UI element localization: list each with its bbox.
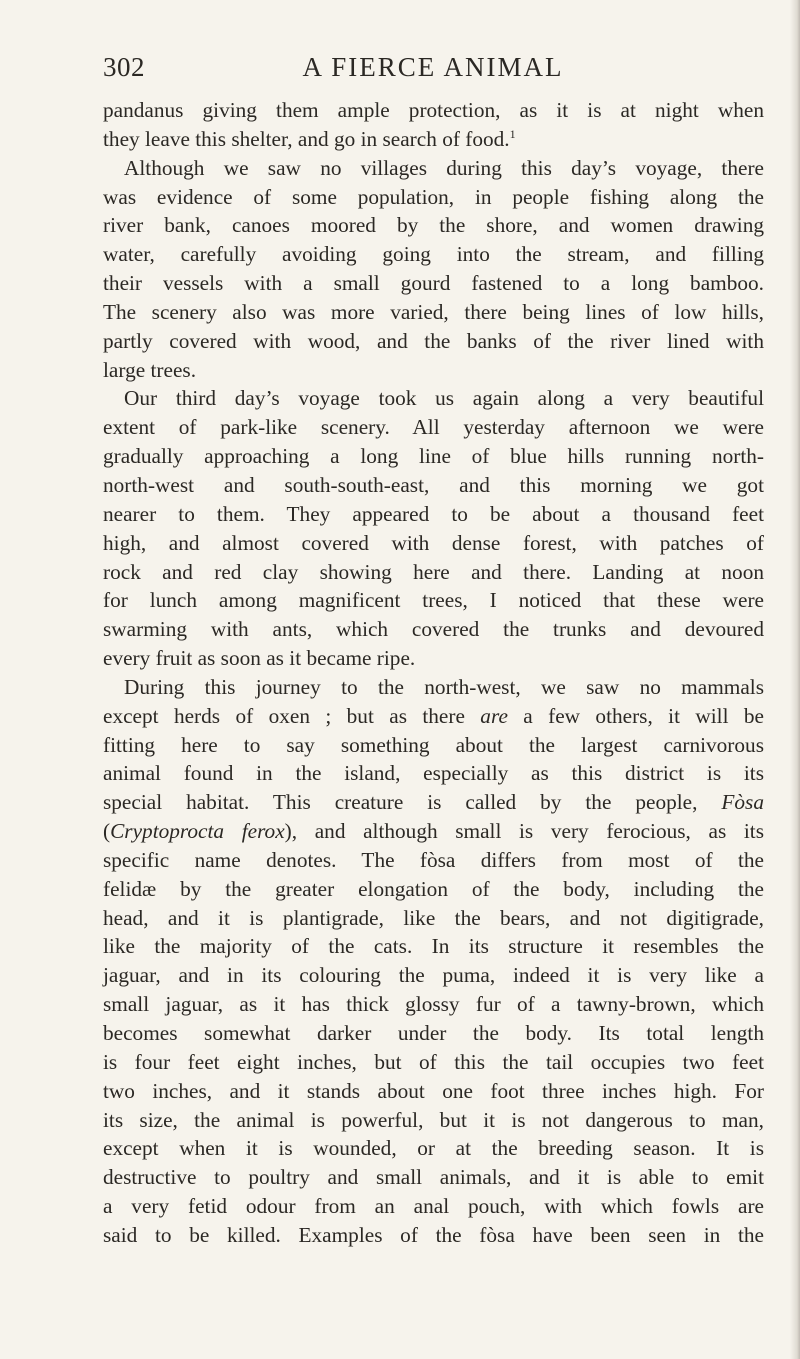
italic-text: Fòsa	[721, 790, 764, 815]
text-run: large trees.	[103, 357, 197, 382]
text-run: gradually approaching a long line of blue hills running north-	[103, 444, 764, 469]
text-line	[103, 1221, 764, 1250]
text-line	[103, 586, 764, 615]
text-line	[103, 759, 764, 788]
text-run: for lunch among magnificent trees, I noticed that these were	[103, 588, 764, 613]
text-line	[103, 644, 764, 673]
text-line	[103, 615, 764, 644]
text-run: felidæ by the greater elongation of the body, including the	[103, 876, 764, 901]
text-line	[103, 1048, 764, 1077]
text-run: animal found in the island, especially as this district is its	[103, 761, 764, 786]
italic-text: are	[480, 703, 508, 728]
text-run: becomes somewhat darker under the body. Its total length	[103, 1021, 764, 1045]
italic-text: Cryptoprocta ferox	[110, 819, 285, 844]
text-run: swarming with ants, which covered the trunks and devoured	[103, 617, 764, 642]
text-line	[103, 240, 764, 269]
text-run: Although we saw no villages during this day’s voyage, there	[124, 155, 764, 180]
text-run: high, and almost covered with dense forest, with patches of	[103, 530, 764, 555]
text-line	[103, 442, 764, 471]
text-line	[103, 558, 764, 587]
text-run: The scenery also was more varied, there being lines of low hills,	[103, 299, 764, 324]
text-line	[103, 1163, 764, 1192]
text-line	[103, 154, 764, 183]
text-line	[103, 125, 764, 154]
text-run: nearer to them. They appeared to be about a thousand feet	[103, 501, 764, 526]
text-line	[103, 990, 764, 1019]
text-run: is four feet eight inches, but of this the tail occupies two feet	[103, 1049, 764, 1074]
text-run: During this journey to the north-west, we saw no mammals	[124, 674, 764, 699]
text-line	[103, 529, 764, 558]
text-run: (	[103, 819, 111, 844]
text-line	[103, 500, 764, 529]
footnote-marker: 1	[509, 126, 516, 141]
page-edge-shadow	[790, 0, 800, 1359]
text-run: said to be killed. Examples of the fòsa have been seen in the	[103, 1222, 764, 1247]
text-line	[103, 846, 764, 875]
text-line	[103, 1192, 764, 1221]
text-run: every fruit as soon as it became ripe.	[103, 646, 416, 671]
text-line	[103, 702, 764, 731]
text-run: a few others, it will be	[507, 703, 764, 728]
text-run: its size, the animal is powerful, but it is not dangerous to man,	[103, 1107, 764, 1132]
text-run: specific name denotes. The fòsa differs from most of the	[103, 847, 764, 872]
text-line	[103, 904, 764, 933]
text-run: a very fetid odour from an anal pouch, with which fowls are	[103, 1194, 764, 1219]
text-run: water, carefully avoiding going into the stream, and filling	[103, 242, 764, 267]
text-run: pandanus giving them ample protection, as it is at night when	[103, 98, 764, 122]
text-run: destructive to poultry and small animals, and it is able to emit	[103, 1165, 764, 1190]
text-run: was evidence of some population, in people fishing along the	[103, 184, 764, 209]
text-run: partly covered with wood, and the banks of the river lined with	[103, 328, 764, 353]
text-run: ), and although small is very ferocious, as its	[284, 819, 765, 844]
text-run: river bank, canoes moored by the shore, and women drawing	[103, 213, 764, 238]
body-text	[103, 96, 764, 1250]
text-line	[103, 269, 764, 298]
text-run: jaguar, and in its colouring the puma, indeed it is very like a	[103, 963, 764, 988]
text-line	[103, 1106, 764, 1135]
text-line	[103, 471, 764, 500]
page-number: 302	[103, 52, 145, 82]
text-line	[103, 817, 764, 846]
text-line	[103, 413, 764, 442]
text-line	[103, 1019, 764, 1048]
text-line	[103, 875, 764, 904]
text-run: extent of park-like scenery. All yesterday afternoon we were	[103, 415, 764, 440]
text-line	[103, 932, 764, 961]
text-run: head, and it is plantigrade, like the bears, and not digitigrade,	[103, 905, 764, 930]
text-run: except when it is wounded, or at the breeding season. It is	[103, 1136, 764, 1161]
page-header	[103, 52, 763, 92]
text-line	[103, 298, 764, 327]
text-run: they leave this shelter, and go in search of food.	[103, 126, 510, 151]
text-line	[103, 961, 764, 990]
text-line	[103, 1077, 764, 1106]
text-run: two inches, and it stands about one foot three inches high. For	[103, 1078, 764, 1103]
text-run: like the majority of the cats. In its structure it resembles the	[103, 934, 764, 959]
text-run: their vessels with a small gourd fastened to a long bamboo.	[103, 271, 764, 296]
running-head: A FIERCE ANIMAL	[302, 52, 564, 82]
text-run: fitting here to say something about the largest carnivorous	[103, 732, 764, 757]
text-line	[103, 384, 764, 413]
text-line	[103, 1134, 764, 1163]
text-line	[103, 731, 764, 760]
text-run: special habitat. This creature is called by the people,	[103, 790, 722, 815]
text-line	[103, 356, 764, 385]
text-line	[103, 673, 764, 702]
text-run: north-west and south-south-east, and this morning we got	[103, 472, 764, 497]
text-run: Our third day’s voyage took us again along a very beautiful	[124, 386, 764, 411]
text-line	[103, 183, 764, 212]
text-run: rock and red clay showing here and there. Landing at noon	[103, 559, 764, 584]
text-run: small jaguar, as it has thick glossy fur of a tawny-brown, which	[103, 992, 764, 1017]
text-line	[103, 96, 764, 125]
text-line	[103, 788, 764, 817]
text-line	[103, 327, 764, 356]
text-line	[103, 211, 764, 240]
text-run: except herds of oxen ; but as there	[103, 703, 481, 728]
